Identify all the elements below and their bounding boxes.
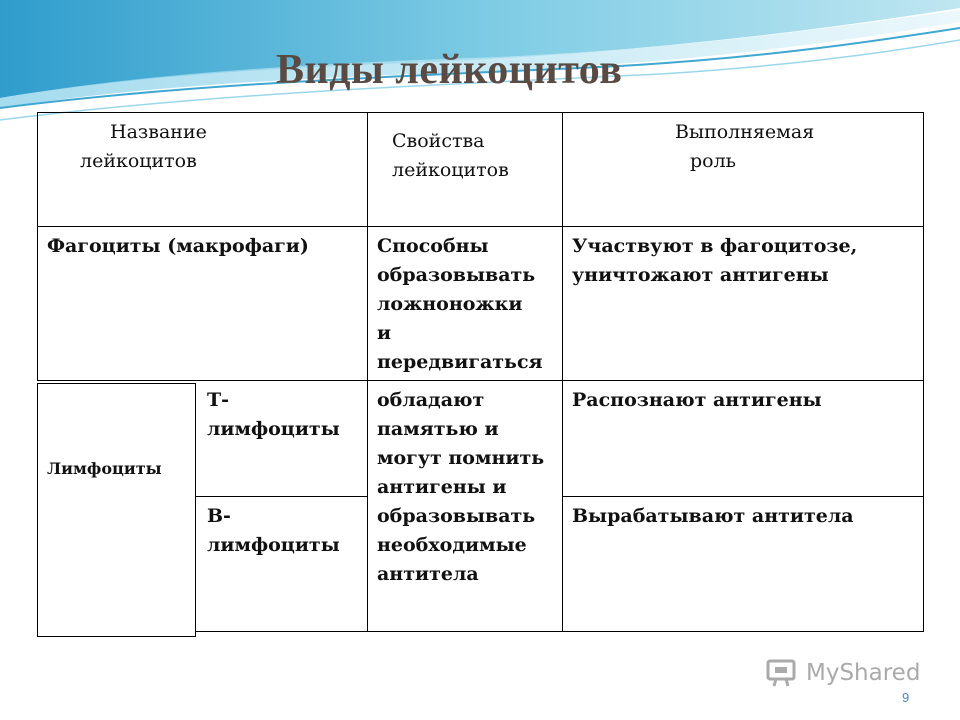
page-number: 9: [902, 690, 910, 705]
phagocytes-role: Участвуют в фагоцитозе, уничтожают антигены: [572, 235, 858, 286]
header-name: [80, 118, 360, 176]
myshared-text: MyShared: [806, 660, 921, 686]
header-role-line1: Выполняемая: [675, 121, 815, 143]
lymphocytes-properties: обладают памятью и могут помнить антигены и образовывать необходимые антитела: [377, 389, 545, 585]
t-lymphocytes-role: Распознают антигены: [572, 389, 822, 411]
header-role-line2: роль: [690, 150, 737, 172]
phagocytes-name: Фагоциты (макрофаги): [47, 235, 309, 257]
b-lymphocytes-role: Вырабатывают антитела: [572, 505, 854, 527]
myshared-logo: [766, 658, 920, 688]
b-lymphocytes-name: В- лимфоциты: [207, 505, 340, 556]
header-properties-line1: Свойства: [392, 130, 485, 152]
phagocytes-properties: Способны образовывать ложноножки и передвигаться: [377, 235, 543, 373]
header-role: [675, 118, 915, 176]
myshared-icon: [766, 658, 800, 688]
header-properties-line2: лейкоцитов: [392, 159, 509, 181]
header-name-line2: лейкоцитов: [80, 150, 197, 172]
slide-title: Виды лейкоцитов: [276, 47, 623, 93]
header-properties: [392, 127, 557, 185]
t-lymphocytes-name: Т- лимфоциты: [207, 389, 340, 440]
lymphocytes-name: Лимфоциты: [47, 459, 162, 478]
header-name-line1: Название: [110, 121, 207, 143]
